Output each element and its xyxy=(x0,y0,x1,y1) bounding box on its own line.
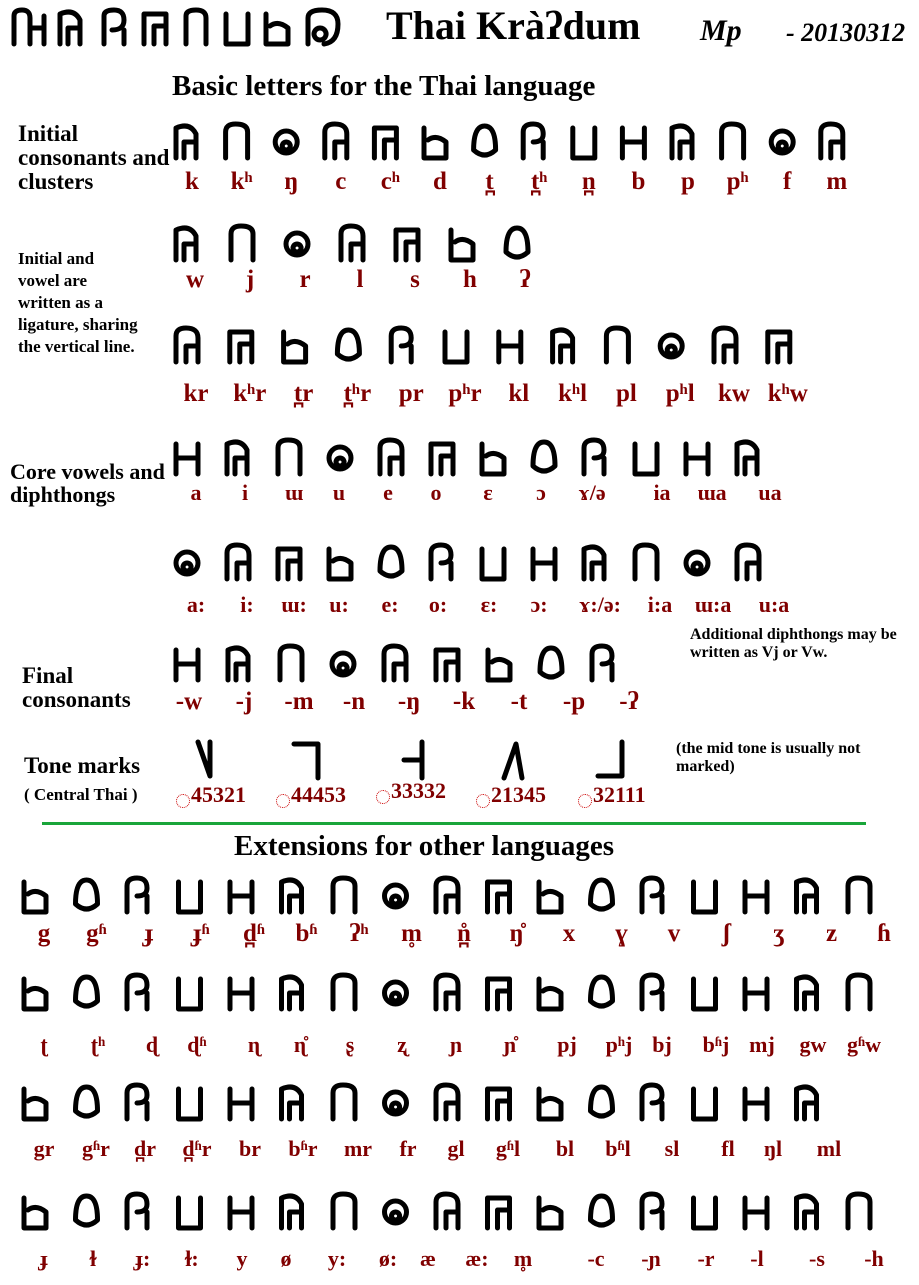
transcription-ext-1-15: z xyxy=(825,920,838,947)
transcription-ext-4-0: ɟ xyxy=(40,1246,48,1271)
title-script-glyphs xyxy=(8,6,378,50)
extensions-title: Extensions for other languages xyxy=(234,830,614,862)
transcription-initials-1-2: ŋ xyxy=(284,168,299,195)
tone-marks-label: Tone marks xyxy=(24,753,141,778)
transcription-ext-4-2: ɟ: xyxy=(135,1246,151,1271)
transcription-ext-4-5: ø xyxy=(280,1246,292,1271)
tone-number: 33332 xyxy=(391,778,446,803)
transcription-ext-3-1: gʱr xyxy=(82,1136,110,1161)
transcription-ext-1-7: m̥ xyxy=(401,920,422,947)
transcription-initials-1-5: d xyxy=(433,168,447,195)
transcription-clusters-7: kʰl xyxy=(558,380,588,407)
transcription-ext-3-3: d̪ʱr xyxy=(182,1136,212,1161)
tone-number: 44453 xyxy=(291,782,346,807)
transcription-ext-4-8: æ xyxy=(420,1246,436,1271)
transcription-vowels-long-3: u: xyxy=(329,592,349,617)
transcription-clusters-6: kl xyxy=(508,380,530,407)
transcription-ext-4-9: æ: xyxy=(465,1246,489,1271)
transcription-ext-3-10: bl xyxy=(555,1136,575,1161)
transcription-vowels-long-11: u:a xyxy=(758,592,790,617)
clusters-row-glyphs xyxy=(170,322,850,370)
transcription-finals-7: -p xyxy=(562,688,586,715)
transcription-initials-2-4: s xyxy=(410,266,420,293)
transcription-ext-2-8: ɲ xyxy=(449,1032,463,1057)
transcription-ext-4-13: -r xyxy=(697,1246,715,1271)
transcription-initials-1-8: n̪ xyxy=(581,168,596,195)
transcription-finals-8: -ʔ xyxy=(619,688,639,715)
transcription-vowels-short-11: ua xyxy=(758,480,782,505)
transcription-initials-1-6: t̪ xyxy=(485,168,494,195)
transcription-clusters-5: pʰr xyxy=(448,380,482,407)
mid-tone-note: (the mid tone is usually not marked) xyxy=(676,740,861,776)
long-vowels-glyphs xyxy=(170,536,800,590)
final-consonants-glyphs xyxy=(170,642,650,686)
transcription-initials-1-9: b xyxy=(631,168,646,195)
transcription-clusters-10: kw xyxy=(718,380,750,407)
transcription-vowels-long-1: i: xyxy=(240,592,254,617)
dotted-circle-icon xyxy=(176,794,190,808)
transcription-vowels-long-5: o: xyxy=(428,592,448,617)
transcription-ext-4-4: y xyxy=(236,1246,248,1271)
transcription-vowels-short-1: i xyxy=(241,480,249,505)
tone-number: 32111 xyxy=(593,782,646,807)
initials-row-1-glyphs xyxy=(170,120,870,164)
transcription-ext-3-15: ml xyxy=(816,1136,842,1161)
transcription-ext-2-4: ɳ xyxy=(247,1032,261,1057)
transcription-vowels-short-10: ɯa xyxy=(697,480,727,505)
initials-row-2-glyphs xyxy=(170,222,540,266)
tone-value-2 xyxy=(376,778,446,804)
tone-number: 45321 xyxy=(191,782,246,807)
transcription-ext-3-13: fl xyxy=(721,1136,735,1161)
transcription-ext-3-8: gl xyxy=(447,1136,465,1161)
transcription-initials-1-10: p xyxy=(681,168,695,195)
transcription-ext-2-15: gw xyxy=(799,1032,827,1057)
final-consonants-label: Final consonants xyxy=(22,663,131,713)
transcription-ext-2-16: gʱw xyxy=(846,1032,882,1057)
transcription-finals-6: -t xyxy=(510,688,528,715)
transcription-finals-4: -ŋ xyxy=(397,688,421,715)
transcription-ext-1-8: n̪̊ xyxy=(457,920,471,947)
tone-marks-sublabel: ( Central Thai ) xyxy=(24,785,138,804)
transcription-ext-2-10: pj xyxy=(557,1032,577,1057)
transcription-finals-0: -w xyxy=(175,688,203,715)
transcription-initials-2-3: l xyxy=(356,266,364,293)
transcription-ext-1-2: ɟ xyxy=(144,920,154,947)
tone-value-4 xyxy=(578,782,646,808)
transcription-vowels-short-4: e xyxy=(383,480,393,505)
transcription-vowels-short-3: u xyxy=(332,480,346,505)
transcription-vowels-short-0: a xyxy=(190,480,202,505)
transcription-initials-2-5: h xyxy=(463,266,477,293)
transcription-ext-1-14: ʒ xyxy=(773,920,785,947)
extensions-row-1-glyphs xyxy=(18,874,898,918)
transcription-vowels-long-8: ɤ:/ə: xyxy=(579,592,621,617)
transcription-clusters-1: kʰr xyxy=(233,380,267,407)
transcription-vowels-long-2: ɯ: xyxy=(281,592,307,617)
transcription-ext-3-12: sl xyxy=(664,1136,680,1161)
transcription-initials-1-1: kʰ xyxy=(230,168,253,195)
transcription-ext-1-0: g xyxy=(37,920,51,947)
transcription-finals-1: -j xyxy=(235,688,253,715)
transcription-vowels-long-6: ɛ: xyxy=(480,592,498,617)
transcription-initials-2-0: w xyxy=(185,266,205,293)
transcription-vowels-long-10: ɯ:a xyxy=(694,592,732,617)
transcription-finals-3: -n xyxy=(342,688,366,715)
dotted-circle-icon xyxy=(476,794,490,808)
transcription-ext-1-3: ɟʱ xyxy=(193,920,210,947)
transcription-ext-1-6: ʔʰ xyxy=(349,920,369,947)
transcription-vowels-short-6: ɛ xyxy=(483,480,493,505)
tone-value-0 xyxy=(176,782,246,808)
transcription-clusters-8: pl xyxy=(615,380,637,407)
transcription-vowels-long-7: ɔ: xyxy=(530,592,548,617)
transcription-ext-2-6: ʂ xyxy=(345,1032,355,1057)
transcription-ext-1-4: d̪ʱ xyxy=(242,920,266,947)
transcription-ext-2-9: ɲ̊ xyxy=(503,1032,517,1057)
transcription-initials-2-6: ʔ xyxy=(519,266,531,293)
transcription-finals-2: -m xyxy=(284,688,314,715)
transcription-initials-2-1: j xyxy=(245,266,255,293)
transcription-ext-4-16: -h xyxy=(864,1246,884,1271)
transcription-vowels-long-9: i:a xyxy=(647,592,673,617)
transcription-initials-1-7: t̪ʰ xyxy=(530,168,548,195)
transcription-ext-3-14: ŋl xyxy=(763,1136,783,1161)
transcription-ext-3-4: br xyxy=(239,1136,261,1161)
extensions-row-4-glyphs xyxy=(18,1190,898,1234)
transcription-ext-2-3: ɖʱ xyxy=(187,1032,207,1057)
transcription-vowels-short-5: o xyxy=(430,480,442,505)
transcription-ext-4-11: -c xyxy=(587,1246,605,1271)
transcription-ext-1-11: ɣ xyxy=(615,920,628,947)
transcription-ext-4-7: ø: xyxy=(378,1246,398,1271)
transcription-initials-1-13: m xyxy=(826,168,848,195)
transcription-ext-2-0: ʈ xyxy=(40,1032,48,1057)
transcription-initials-1-12: f xyxy=(783,168,792,195)
transcription-ext-2-11: pʰj xyxy=(605,1032,633,1057)
dotted-circle-icon xyxy=(276,794,290,808)
transcription-ext-2-13: bʱj xyxy=(702,1032,730,1057)
transcription-ext-4-15: -s xyxy=(809,1246,825,1271)
transcription-clusters-9: pʰl xyxy=(665,380,695,407)
transcription-ext-1-12: v xyxy=(667,920,681,947)
transcription-ext-3-9: gʱl xyxy=(495,1136,521,1161)
section-divider xyxy=(42,822,866,825)
transcription-ext-2-7: ʐ xyxy=(397,1032,407,1057)
transcription-ext-3-2: d̪r xyxy=(134,1136,156,1161)
transcription-vowels-long-0: a: xyxy=(186,592,206,617)
tone-value-3 xyxy=(476,782,546,808)
tone-number: 21345 xyxy=(491,782,546,807)
ligature-note: Initial and vowel are written as a ligature, sharing the vertical line. xyxy=(18,249,138,357)
transcription-ext-2-2: ɖ xyxy=(145,1032,159,1057)
transcription-finals-5: -k xyxy=(452,688,476,715)
transcription-ext-4-12: -ɲ xyxy=(641,1246,661,1271)
diphthong-note: Additional diphthongs may be written as Vj or Vw. xyxy=(690,626,897,662)
dotted-circle-icon xyxy=(376,790,390,804)
transcription-ext-4-6: y: xyxy=(327,1246,347,1271)
transcription-initials-1-0: k xyxy=(185,168,199,195)
transcription-vowels-long-4: e: xyxy=(381,592,399,617)
transcription-ext-4-1: ɫ xyxy=(89,1246,97,1271)
transcription-initials-1-3: c xyxy=(335,168,347,195)
transcription-initials-2-2: r xyxy=(299,266,311,293)
transcription-ext-1-5: bʱ xyxy=(295,920,318,947)
extensions-row-3-glyphs xyxy=(18,1076,858,1130)
transcription-initials-1-4: cʰ xyxy=(380,168,400,195)
transcription-ext-4-14: -l xyxy=(750,1246,764,1271)
transcription-ext-4-3: ɫ: xyxy=(185,1246,199,1271)
core-vowels-label: Core vowels and diphthongs xyxy=(10,459,165,508)
transcription-ext-3-6: mr xyxy=(343,1136,373,1161)
transcription-ext-3-0: gr xyxy=(33,1136,55,1161)
page-title: Thai Kràʔdum xyxy=(386,3,641,48)
transcription-ext-2-1: ʈʰ xyxy=(90,1032,106,1057)
transcription-ext-1-10: x xyxy=(562,920,576,947)
transcription-vowels-short-9: ia xyxy=(653,480,671,505)
transcription-vowels-short-7: ɔ xyxy=(536,480,546,505)
transcription-ext-3-5: bʱr xyxy=(288,1136,318,1161)
transcription-ext-3-11: bʱl xyxy=(605,1136,631,1161)
transcription-ext-1-13: ʃ xyxy=(722,920,731,947)
tone-value-1 xyxy=(276,782,346,808)
short-vowels-glyphs xyxy=(170,436,800,480)
transcription-clusters-11: kʰw xyxy=(767,380,808,407)
transcription-ext-4-10: m̥ xyxy=(513,1246,533,1271)
transcription-ext-2-14: mj xyxy=(749,1032,775,1057)
tone-mark-glyphs xyxy=(190,738,650,782)
extensions-row-2-glyphs xyxy=(18,966,898,1020)
basic-letters-title: Basic letters for the Thai language xyxy=(172,70,596,102)
dotted-circle-icon xyxy=(578,794,592,808)
transcription-ext-3-7: fr xyxy=(399,1136,417,1161)
transcription-ext-2-12: bj xyxy=(652,1032,672,1057)
transcription-clusters-3: t̪ʰr xyxy=(343,380,372,407)
transcription-vowels-short-8: ɤ/ə xyxy=(578,480,606,505)
transcription-vowels-short-2: ɯ xyxy=(284,480,304,505)
author-signature: Mp xyxy=(700,14,742,47)
transcription-ext-1-9: ŋ̊ xyxy=(509,920,524,947)
transcription-clusters-0: kr xyxy=(183,380,209,407)
initial-consonants-label: Initial consonants and clusters xyxy=(18,121,170,195)
transcription-clusters-4: pr xyxy=(398,380,424,407)
transcription-clusters-2: t̪r xyxy=(293,380,314,407)
date-stamp: - 20130312 xyxy=(786,18,906,47)
transcription-ext-2-5: ɳ̊ xyxy=(293,1032,307,1057)
transcription-initials-1-11: pʰ xyxy=(726,168,749,195)
transcription-ext-1-1: gʱ xyxy=(86,920,107,947)
transcription-ext-1-16: ɦ xyxy=(877,920,891,947)
